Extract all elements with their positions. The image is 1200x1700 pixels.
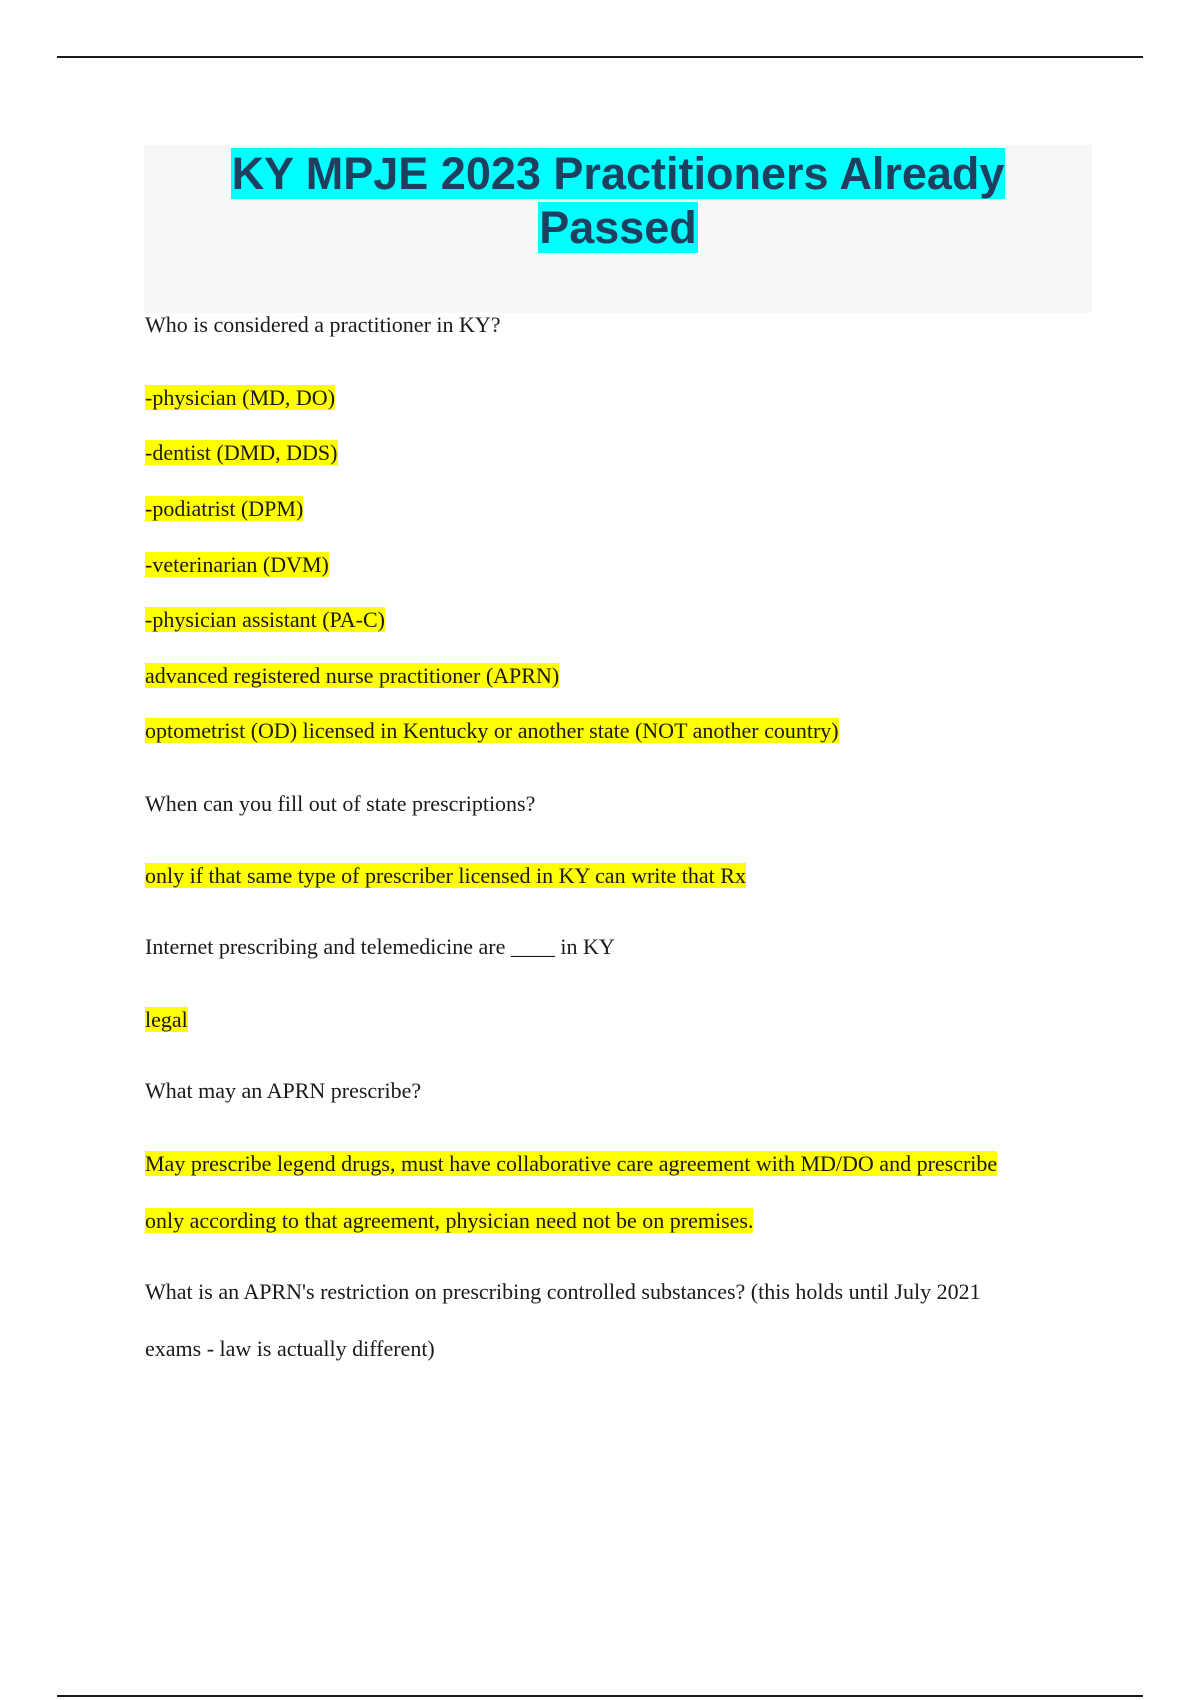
answer-item: optometrist (OD) licensed in Kentucky or another state (NOT another country) — [145, 718, 839, 743]
document-title — [144, 145, 1092, 255]
answer-item: -dentist (DMD, DDS) — [145, 440, 338, 465]
question-aprn-controlled: What is an APRN's restriction on prescribing controlled substances? (this holds until July 2021 — [145, 1279, 981, 1304]
answer-item: -podiatrist (DPM) — [145, 496, 304, 521]
title-line-2: Passed — [539, 202, 697, 253]
answer-item: only according to that agreement, physician need not be on premises. — [145, 1208, 754, 1233]
answer-item: -physician (MD, DO) — [145, 385, 336, 410]
question-practitioner: Who is considered a practitioner in KY? — [145, 312, 501, 337]
answer-item: legal — [145, 1007, 188, 1032]
footer-rule — [57, 1695, 1143, 1697]
question-aprn-controlled-cont: exams - law is actually different) — [145, 1336, 435, 1361]
title-line-1: KY MPJE 2023 Practitioners Already — [231, 148, 1005, 199]
answer-item: only if that same type of prescriber licensed in KY can write that Rx — [145, 863, 746, 888]
answer-item: -physician assistant (PA-C) — [145, 607, 385, 632]
answer-item: advanced registered nurse practitioner (APRN) — [145, 663, 560, 688]
header-rule — [57, 56, 1143, 58]
answer-item: -veterinarian (DVM) — [145, 552, 329, 577]
question-aprn-prescribe: What may an APRN prescribe? — [145, 1078, 422, 1103]
question-out-of-state: When can you fill out of state prescriptions? — [145, 791, 536, 816]
question-internet-prescribing: Internet prescribing and telemedicine are ____ in KY — [145, 934, 615, 959]
answer-item: May prescribe legend drugs, must have collaborative care agreement with MD/DO and prescribe — [145, 1151, 998, 1176]
title-block — [144, 145, 1092, 313]
